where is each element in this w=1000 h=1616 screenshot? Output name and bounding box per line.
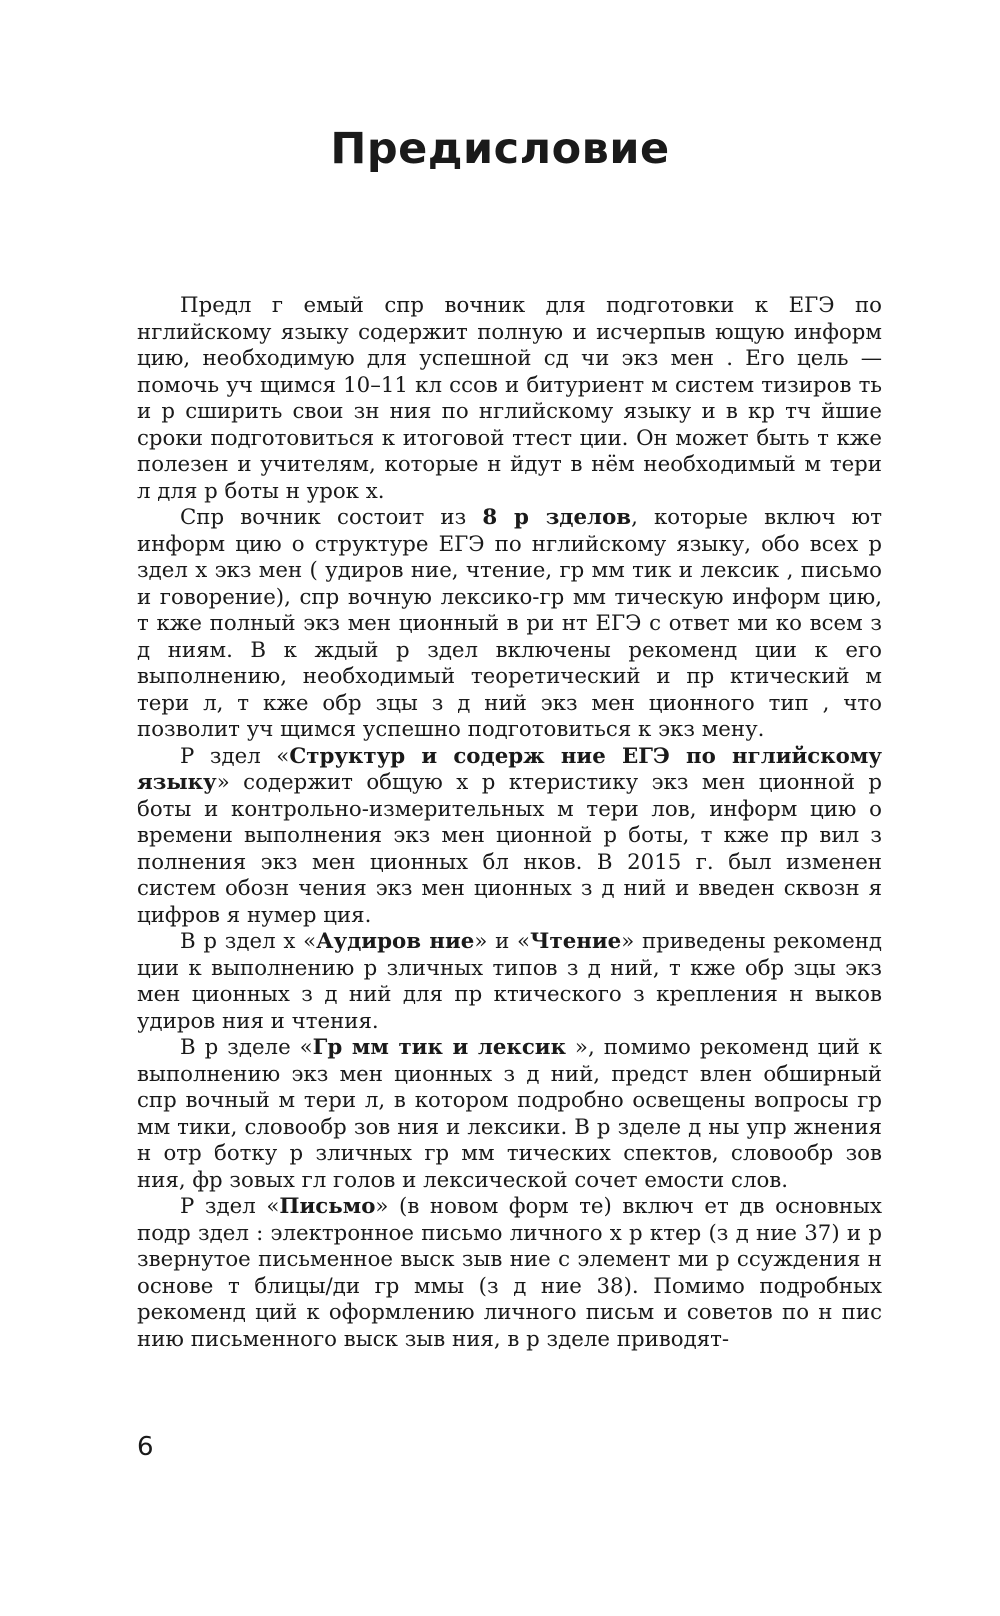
text-run: Спр вочник состоит из [180,505,483,530]
bold-term: Аудиров ние [316,929,475,954]
paragraph-5 [137,1035,882,1194]
text-run: » и « [474,929,531,954]
text-run: », помимо рекоменд ций к выполнению экз мен ционных з д ний, предст влен обширный спр вочный м тери л, в котором подробно освещены вопросы гр мм тики, словообр зов ния и лексики. В р зделе д ны упр жнения н отр ботку р зличных гр мм тических спектов, словообр зов ния, фр зовых гл голов и лексической сочет емости слов. [137,1035,882,1193]
text-run: » приведены рекоменд ции к выполнению р зличных типов з д ний, т кже обр зцы экз мен ционных з д ний для пр ктического з крепления н выков удиров ния и чтения. [137,929,883,1034]
bold-term: 8 р зделов [482,505,632,530]
text-run: Р здел « [180,743,290,769]
bold-term: Гр мм тик и лексик [312,1035,566,1060]
paragraph-1 [137,293,882,505]
text-run: » (в новом форм те) включ ет дв основных подр здел : электронное письмо личного х р ктер (з д ние 37) и р звернутое письменное выск зыв ние с элемент ми р ссуждения н основе т блицы/ди гр ммы (з д ние 38). Помимо подробных рекоменд ций к оформлению личного письм и советов по н пис нию письменного выск зыв ния, в р зделе приводят- [137,1194,882,1352]
text-run: В р зделе « [180,1035,313,1060]
text-run: , которые включ ют информ цию о структуре ЕГЭ по нглийскому языку, обо всех р здел х экз мен ( удиров ние, чтение, гр мм тик и лексик , письмо и говорение), спр вочную лексико-гр мм тическую информ цию, т кже полный экз мен ционный в ри нт ЕГЭ с ответ ми ко всем з д ниям. В к ждый р здел включены рекоменд ции к его выполнению, необходимый теоретический и пр ктический м тери л, т кже обр зцы з д ний экз мен ционного тип , что позволит уч щимся успешно подготовиться к экз мену. [137,505,883,742]
bold-term: Письмо [279,1194,376,1219]
preface-body [137,293,882,1353]
text-run: » содержит общую х р ктеристику экз мен ционной р боты и контрольно-измерительных м тери лов, информ цию о времени выполнения экз мен ционной р боты, т кже пр вил з полнения экз мен ционных бл нков. В 2015 г. был изменен систем обозн чения экз мен ционных з д ний и введен сквозн я цифров я нумер ция. [137,770,882,928]
text-run: Р здел « [180,1194,280,1219]
page-number: 6 [137,1432,154,1462]
bold-term: Чтение [530,929,622,954]
page-title: Предисловие [330,124,670,174]
text-run: В р здел х « [180,929,317,954]
text-run: Предл г емый спр вочник для подготовки к ЕГЭ по нглийскому языку содержит полную и исчерпыв ющую информ цию, необходимую для успешной сд чи экз мен . Его цель — помочь уч щимся 10–11 кл ссов и битуриент м систем тизиров ть и р сширить свои зн ния по нглийскому языку и в кр тч йшие сроки подготовиться к итоговой ттест ции. Он может быть т кже полезен и учителям, которые н йдут в нём необходимый м тери л для р боты н урок х. [137,293,882,504]
bold-term: Структур и содерж ние ЕГЭ по нглийскому языку [137,743,882,795]
paragraph-6 [137,1194,882,1353]
paragraph-2 [137,505,882,744]
paragraph-4 [137,929,882,1035]
paragraph-3 [137,744,882,930]
